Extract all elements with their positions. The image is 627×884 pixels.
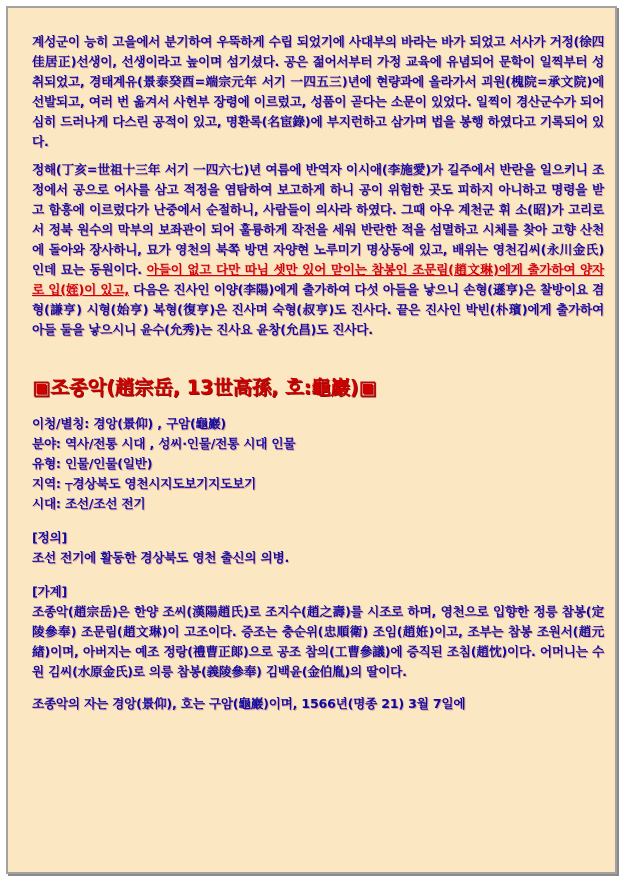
meta-region: 지역: ┬경상북도 영천시지도보기지도보기 — [32, 476, 257, 491]
person-heading: ▣조종악(趙宗岳, 13世高孫, 호:龜巖)▣ — [32, 376, 377, 399]
meta-type: 유형: 인물/인물(일반) — [32, 456, 153, 471]
definition-text: 조선 전기에 활동한 경상북도 영천 출신의 의병. — [32, 550, 290, 565]
paragraph-2-text: 정해(丁亥=世祖十三年 서기 一四六七)년 여름에 반역자 이시애(李施愛)가 길주에서 반란을 일으키니 조정에서 공으로 어사를 삼고 적정을 염탐하여 보고하게 하니 공이 위험한 곳도 피하지 아니하고 명령을 받고 함흥에 이르렀다가 난중에서 순절하니, 사람들이 의사라 하였다. 그때 아우 계천군 휘 소(昭)가 고리로서 정북 원수의 막부의 보좌관이 되어 훌륭하게 작전을 세워 반란한 적을 섬멸하고 시체를 찾아 고향 산천에 돌아와 장사하니, 묘가 영천의 북쪽 방면 자양현 노루미기 명상동에 있고, 배위는 영천김씨(永川金氏)인데 묘는 동원이다. — [32, 162, 604, 277]
highlighted-text: 아들이 없고 다만 따님 셋만 있어 맏이는 참봉인 조문림(趙文琳)에게 출가하여 양자로 입(姪)이 있고, — [32, 262, 604, 297]
meta-era: 시대: 조선/조선 전기 — [32, 496, 146, 511]
paragraph-1: 계성군이 능히 고을에서 분기하여 우뚝하게 수립 되었기에 사대부의 바라는 바가 되었고 서사가 거정(徐四佳居正)선생이, 선생이라고 높이며 섬기셨다. 공은 젊어서부터 가정 교육에 유념되어 문학이 일찍부터 성취되었고, 경태계유(景泰癸酉=端宗元年 서기 一四五三)년에 현량과에 올라가서 괴원(槐院=承文院)에 선발되고, 여러 번 옮겨서 사헌부 장령에 이르렀고, 성품이 곧다는 소문이 있었다. 일찍이 경산군수가 되어 심히 드러나게 다스린 공적이 있고, 명환록(名宦錄)에 부지런하고 삼가며 법을 봉행 하였다고 기록되어 있다. — [32, 34, 604, 149]
family-label: [가계] — [32, 584, 68, 599]
document-frame — [6, 6, 617, 874]
definition-label: [정의] — [32, 530, 68, 545]
paragraph-2-tail: 다음은 진사인 이양(李陽)에게 출가하여 다섯 아들을 낳으니 손형(遜亨)은 찰방이요 겸형(謙亨) 시형(始亨) 복형(復亨)은 진사며 숙형(叔亨)도 진사다. 끝은 진사인 박빈(朴璸)에게 출가하여 아들 둘을 낳으시니 윤수(允秀)는 진사요 윤창(允昌)도 진사다. — [32, 282, 604, 337]
meta-field: 분야: 역사/전통 시대 , 성씨·인물/전통 시대 인물 — [32, 436, 296, 451]
meta-alias: 이청/별칭: 경앙(景仰) , 구암(龜巖) — [32, 416, 226, 431]
family-text: 조종악(趙宗岳)은 한양 조씨(漢陽趙氏)로 조지수(趙之壽)를 시조로 하며, 영천으로 입향한 정릉 참봉(定陵參奉) 조문림(趙文琳)이 고조이다. 증조는 충순위(忠順衛) 조임(趙姙)이고, 조부는 참봉 조원서(趙元緖)이며, 아버지는 예조 정랑(禮曹正郞)으로 공조 참의(工曹參議)에 증직된 조침(趙忱)이다. 어머니는 수원 김씨(水原金氏)로 의릉 참봉(義陵參奉) 김백윤(金伯胤)의 딸이다. — [32, 604, 604, 679]
paragraph-2 — [32, 160, 604, 340]
document-content — [32, 32, 604, 722]
biography-start: 조종악의 자는 경앙(景仰), 호는 구암(龜巖)이며, 1566년(명종 21) 3월 7일에 — [32, 696, 466, 711]
